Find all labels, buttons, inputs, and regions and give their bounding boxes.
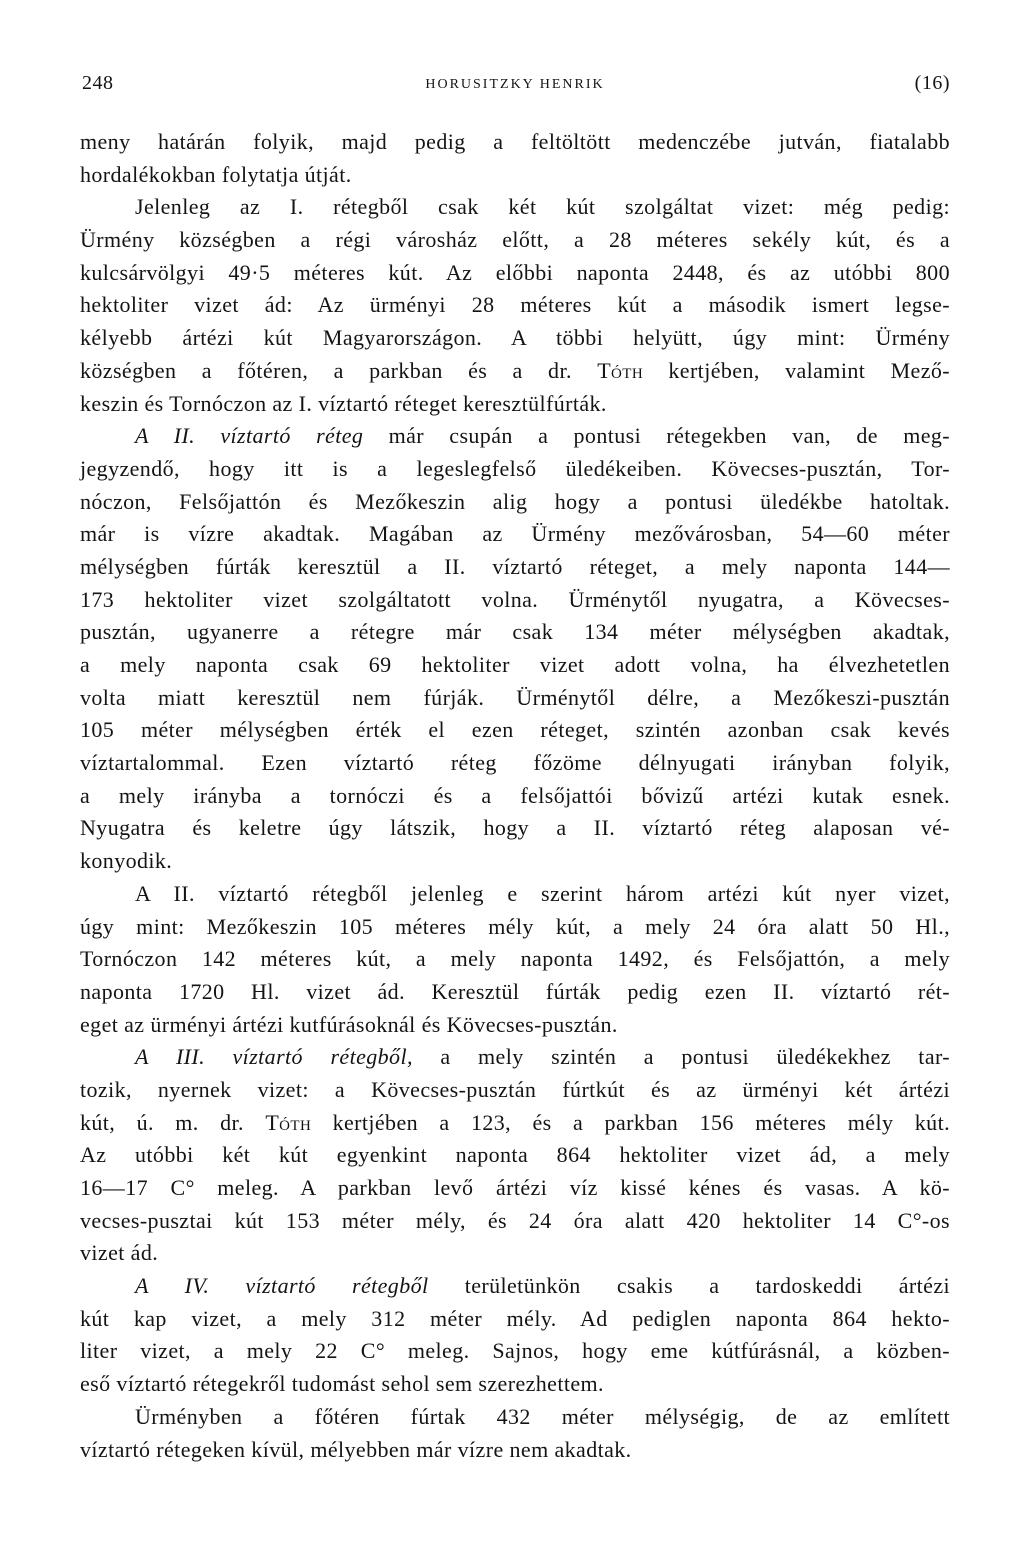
text-line: naponta 1720 Hl. vizet ád. Keresztül fúrták pedig ezen II. víztartó rét- [80,978,950,1004]
text-line: kút kap vizet, a mely 312 méter mély. Ad pediglen naponta 864 hekto- [80,1305,950,1331]
text-line: A II. víztartó rétegből jelenleg e szerint három artézi kút nyer vizet, [135,880,950,906]
text-line: hektoliter vizet ád: Az ürményi 28 méteres kút a második ismert legse- [80,292,950,318]
text-segment: a mely szintén a pontusi üledékekhez tar- [412,1044,950,1070]
text-line: vecses-pusztai kút 153 méter mély, és 24 óra alatt 420 hektoliter 14 C°-os [80,1207,950,1233]
author-name-smallcaps: Tóth [265,1109,312,1135]
text-line: pusztán, ugyanerre a rétegre már csak 134 méter mélységben akadtak, [80,619,950,645]
text-line: mélységben fúrták keresztül a II. víztartó réteget, a mely naponta 144— [80,553,950,579]
text-line: már is vízre akadtak. Magában az Ürmény mezővárosban, 54—60 méter [80,521,950,547]
italic-heading: A II. víztartó réteg [135,423,364,449]
text-line: Nyugatra és keletre úgy látszik, hogy a II. víztartó réteg alaposan vé- [80,815,950,841]
paragraph [80,878,950,1041]
text-line: kulcsárvölgyi 49·5 méteres kút. Az előbbi naponta 2448, és az utóbbi 800 [80,259,950,285]
paragraph [80,1401,950,1466]
text-line: víztartó rétegeken kívül, mélyebben már vízre nem akadtak. [80,1436,632,1462]
text-line: 173 hektoliter vizet szolgáltatott volna. Ürménytől nyugatra, a Kövecses- [80,586,950,612]
text-line: konyodik. [80,848,173,874]
text-line: Ürmény községben a régi városház előtt, a 28 méteres sekély kút, és a [80,227,950,253]
text-line [80,1270,950,1303]
text-line: a mely irányba a tornóczi és a felsőjattói bővizű artézi kutak esnek. [80,782,950,808]
paragraph [80,191,950,420]
text-line: keszin és Tornóczon az I. víztartó réteget keresztülfúrták. [80,390,607,416]
text-line: Az utóbbi két kút egyenkint naponta 864 hektoliter vizet ád, a mely [80,1142,950,1168]
text-line: Ürményben a főtéren fúrtak 432 méter mélységig, de az említett [135,1403,950,1429]
text-segment: kút, ú. m. dr. [80,1109,266,1135]
italic-heading: A III. víztartó rétegből, [135,1044,413,1070]
text-line: 105 méter mélységben érték el ezen réteget, szintén azonban csak kevés [80,717,950,743]
text-line [80,420,950,453]
text-line: a mely naponta csak 69 hektoliter vizet adott volna, ha élvezhetetlen [80,652,950,677]
text-line: úgy mint: Mezőkeszin 105 méteres mély kút, a mely 24 óra alatt 50 Hl., [80,913,950,939]
paragraph [80,1041,950,1270]
text-segment: községben a főtéren, a parkban és a dr. [80,357,598,383]
text-line: liter vizet, a mely 22 C° meleg. Sajnos, hogy eme kútfúrásnál, a közben- [80,1338,950,1364]
text-line: 16—17 C° meleg. A parkban levő ártézi víz kissé kénes és vasas. A kö- [80,1175,950,1200]
text-segment: területünkön csakis a tardoskeddi ártézi [428,1273,950,1299]
text-line: jegyzendő, hogy itt is a legeslegfelső üledékeiben. Kövecses-pusztán, Tor- [80,455,950,481]
text-segment: kertjében a 123, és a parkban 156 méteres mély kút. [311,1109,950,1135]
text-line: nóczon, Felsőjattón és Mezőkeszin alig hogy a pontusi üledékbe hatoltak. [80,488,950,514]
running-header [80,72,950,100]
text-segment: kertjében, valamint Mező- [643,357,950,383]
text-line: Jelenleg az I. rétegből csak két kút szolgáltat vizet: még pedig: [135,194,950,220]
text-line: meny határán folyik, majd pedig a feltöltött medenczébe jutván, fiatalabb [80,129,950,154]
text-line: kélyebb ártézi kút Magyarországon. A többi helyütt, úgy mint: Ürmény [80,325,950,351]
page-number: 248 [82,72,114,94]
text-line [80,1041,950,1074]
paragraph [80,1270,950,1401]
text-line: víztartalommal. Ezen víztartó réteg főzöme délnyugati irányban folyik, [80,750,950,776]
author-name-smallcaps: Tóth [597,357,644,383]
paragraph [80,420,950,878]
body-text [80,126,950,1466]
text-line: tozik, nyernek vizet: a Kövecses-pusztán fúrtkút és az ürményi két ártézi [80,1076,950,1102]
text-line [80,355,950,388]
italic-heading: A IV. víztartó rétegből [135,1273,429,1299]
paragraph [80,126,950,191]
text-line: eget az ürményi ártézi kutfúrásoknál és Kövecses-pusztán. [80,1011,618,1037]
text-line: volta miatt keresztül nem fúrják. Ürménytől délre, a Mezőkeszi-pusztán [80,684,950,710]
text-line: eső víztartó rétegekről tudomást sehol sem szerezhettem. [80,1371,604,1397]
text-line [80,1107,950,1140]
text-segment: már csupán a pontusi rétegekben van, de meg- [363,423,950,449]
text-line: vizet ád. [80,1240,159,1266]
text-line: hordalékokban folytatja útját. [80,161,352,187]
section-number: (16) [914,72,950,94]
running-title: HORUSITZKY HENRIK [425,77,605,92]
text-line: Tornóczon 142 méteres kút, a mely naponta 1492, és Felsőjattón, a mely [80,946,950,972]
